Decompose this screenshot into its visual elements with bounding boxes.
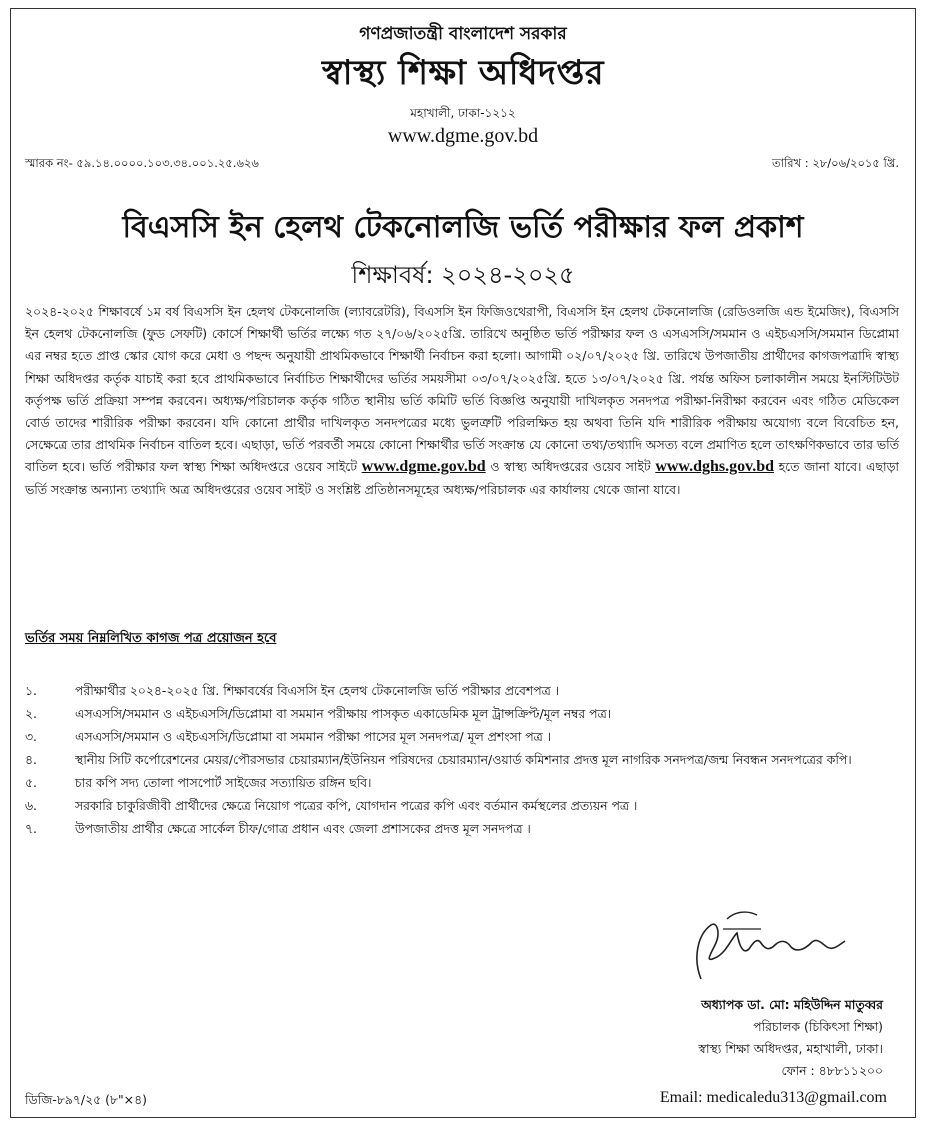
list-item-number: ৭. <box>25 821 37 836</box>
list-item-text: পরীক্ষার্থীর ২০২৪-২০২৫ খ্রি. শিক্ষাবর্ষের বিএসসি ইন হেলথ টেকনোলজি ভর্তি পরীক্ষার প্রবেশপত্র । <box>75 683 560 698</box>
notice-body-part3: হতে জানা যাবে। এছাড়া ভর্তি সংক্রান্ত অন্যান্য তথ্যাদি অত্র অধিদপ্তরের ওয়েব সাইট ও সংশ্লিষ্ট প্রতিষ্ঠানসমূহের অধ্যক্ষ/পরিচালক এর কার্যালয় থেকে জানা যাবে। <box>25 459 900 497</box>
list-item <box>25 818 905 839</box>
list-item-text: উপজাতীয় প্রার্থীর ক্ষেত্রে সার্কেল চীফ/গোত্র প্রধান এবং জেলা প্রশাসকের প্রদত্ত মূল সনদপত্র । <box>75 821 531 836</box>
list-item <box>25 795 905 816</box>
list-item-number: ৬. <box>25 798 37 813</box>
list-item <box>25 726 905 747</box>
signatory-phone: ফোন : ৪৮৮১১২০০ <box>781 1063 883 1078</box>
documents-heading: ভর্তির সময় নিম্নলিখিত কাগজ পত্র প্রয়োজন হবে <box>25 631 277 646</box>
memo-date: তারিখ : ২৮/০৬/২০১৫ খ্রি. <box>772 156 899 170</box>
signatory-designation: পরিচালক (চিকিৎসা শিক্ষা) <box>753 1019 883 1034</box>
list-item-text: এসএসসি/সমমান ও এইচএসসি/ডিপ্লোমা বা সমমান পরীক্ষায় পাসকৃত একাডেমিক মূল ট্রান্সক্রিপ্ট/মূল নম্বর পত্র। <box>75 706 612 721</box>
list-item-text: সরকারি চাকুরিজীবী প্রার্থীদের ক্ষেত্রে নিয়োগ পত্রের কপি, যোগদান পত্রের কপি এবং বর্তমান কর্মস্থলের প্রত্যয়ন পত্র । <box>75 798 638 813</box>
signatory-email: Email: medicaledu313@gmail.com <box>659 1089 887 1106</box>
notice-body <box>25 301 899 501</box>
list-item-text: এসএসসি/সমমান ও এইচএসসি/ডিপ্লোমা বা সমমান পরীক্ষা পাসের মূল সনদপত্র/ মূল প্রশংসা পত্র । <box>75 729 552 744</box>
memo-reference: স্মারক নং- ৫৯.১৪.০০০০.১০৩.৩৪.০০১.২৫.৬২৬ <box>25 156 259 170</box>
notice-body-part2: ও স্বাস্থ্য অধিদপ্তরের ওয়েব সাইট <box>490 459 651 475</box>
list-item <box>25 749 905 770</box>
government-name: গণপ্রজাতন্ত্রী বাংলাদেশ সরকার <box>359 24 567 44</box>
signature-icon <box>687 899 857 989</box>
list-item-number: ৩. <box>25 729 37 744</box>
list-item-text: স্থানীয় সিটি কর্পোরেশনের মেয়র/পৌরসভার চেয়ারম্যান/ইউনিয়ন পরিষদের চেয়ারম্যান/ওয়ার্ড কমিশনার প্রদত্ত মূল নাগরিক সনদপত্র/জন্ম নিবন্ধন সনদপত্রের কপি। <box>75 752 852 767</box>
department-address: মহাখালী, ঢাকা-১২১২ <box>410 106 516 120</box>
list-item-text: চার কপি সদ্য তোলা পাসপোর্ট সাইজের সত্যায়িত রঙ্গিন ছবি। <box>75 775 372 790</box>
department-name: স্বাস্থ্য শিক্ষা অধিদপ্তর <box>321 53 605 93</box>
signatory-block <box>698 994 883 1082</box>
documents-list <box>25 680 905 841</box>
link-dgme[interactable]: www.dgme.gov.bd <box>361 458 486 476</box>
list-item-number: ১. <box>25 683 37 698</box>
notice-document <box>10 8 916 1118</box>
link-dghs[interactable]: www.dghs.gov.bd <box>655 458 775 476</box>
notice-session: শিক্ষাবর্ষ: ২০২৪-২০২৫ <box>351 261 575 289</box>
list-item-number: ৫. <box>25 775 37 790</box>
list-item <box>25 680 905 701</box>
list-item-number: ২. <box>25 706 37 721</box>
notice-title: বিএসসি ইন হেলথ টেকনোলজি ভর্তি পরীক্ষার ফল প্রকাশ <box>122 210 804 245</box>
department-website: www.dgme.gov.bd <box>387 125 539 147</box>
list-item <box>25 703 905 724</box>
signatory-office: স্বাস্থ্য শিক্ষা অধিদপ্তর, মহাখালী, ঢাকা। <box>698 1041 883 1056</box>
list-item <box>25 772 905 793</box>
footer-code: ডিজি-৮৯৭/২৫ (৮"×৪) <box>25 1092 147 1107</box>
list-item-number: ৪. <box>25 752 37 767</box>
signatory-name: অধ্যাপক ডা. মো: মহিউদ্দিন মাতুব্বর <box>701 997 883 1012</box>
notice-body-part1: ২০২৪-২০২৫ শিক্ষাবর্ষে ১ম বর্ষ বিএসসি ইন হেলথ টেকনোলজি (ল্যাবরেটরি), বিএসসি ইন ফিজিওথেরাপী, বিএসসি ইন হেলথ টেকনোলজি (রেডিওলজি এন্ড ইমেজিং), বিএসসি ইন হেলথ টেকনোলজি (ফুড সেফটি) কোর্সে শিক্ষার্থী ভর্তির লক্ষ্যে গত ২৭/০৬/২০২৫খ্রি. তারিখে অনুষ্ঠিত ভর্তি পরীক্ষার ফল ও এসএসসি/সমমান ও এইচএসসি/সমমান ডিপ্লোমা এর নম্বর হতে প্রাপ্ত স্কোর যোগ করে মেধা ও পছন্দ অনুযায়ী প্রাথমিকভাবে শিক্ষার্থী নির্বাচন করা হলো। আগামী ০২/০৭/২০২৫ খ্রি. তারিখে উপজাতীয় প্রার্থীদের কাগজপত্রাদি স্বাস্থ্য শিক্ষা অধিদপ্তর কর্তৃক যাচাই করা হবে প্রাথমিকভাবে নির্বাচিত শিক্ষার্থীদের ভর্তির সময়সীমা ০৩/০৭/২০২৫খ্রি. হতে ১৩/০৭/২০২৫ খ্রি. পর্যন্ত অফিস চলাকালীন সময়ে ইনস্টিটিউট কর্তৃপক্ষ ভর্তি প্রক্রিয়া সম্পন্ন করবেন। অধ্যক্ষ/পরিচালক কর্তৃক গঠিত স্থানীয় ভর্তি কমিটি ভর্তি বিজ্ঞপ্তি অনুযায়ী দাখিলকৃত সনদপত্র পরীক্ষা-নিরীক্ষা করবেন এবং গঠিত মেডিকেল বোর্ড তাদের শারীরিক পরীক্ষা করবেন। যদি কোনো প্রার্থীর দাখিলকৃত সনদপত্রের মধ্যে ভুলত্রুটি পরিলক্ষিত হয় অথবা তিনি যদি শারীরিক পরীক্ষায় অযোগ্য বলে বিবেচিত হন, সেক্ষেত্রে তার প্রাথমিক নির্বাচন বাতিল হবে। এছাড়া, ভর্তি পরবর্তী সময়ে কোনো শিক্ষার্থীর ভর্তি সংক্রান্ত যে কোনো তথ্য/তথ্যাদি অসত্য বলে প্রমাণিত হলে তাৎক্ষণিকভাবে তার ভর্তি বাতিল হবে। ভর্তি পরীক্ষার ফল স্বাস্থ্য শিক্ষা অধিদপ্তরে ওয়েব সাইটে <box>25 304 899 475</box>
